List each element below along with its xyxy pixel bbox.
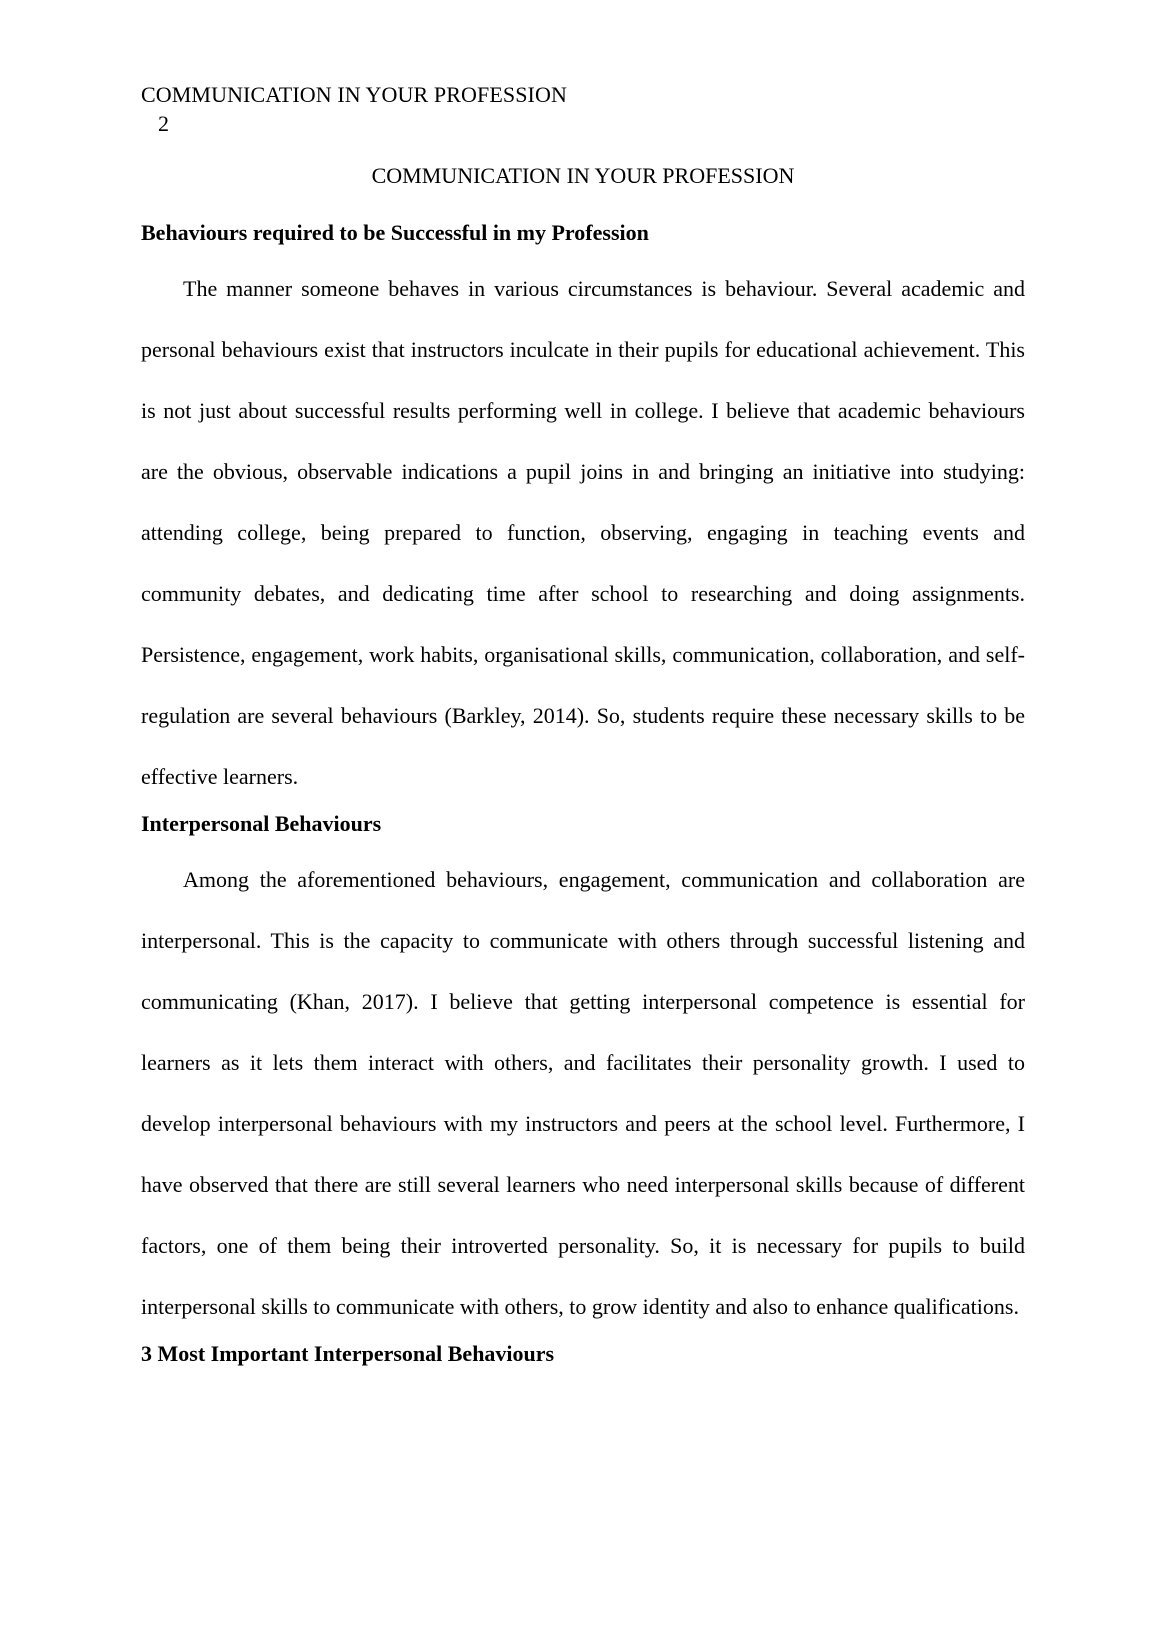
section-heading-interpersonal: Interpersonal Behaviours: [141, 811, 382, 836]
page-number: 2: [158, 111, 169, 136]
section-paragraph-behaviours: The manner someone behaves in various circumstances is behaviour. Several academic and personal behaviours exist that instructors inculcate in their pupils for educational achievement. This is not just about successful results performing well in college. I believe that academic behaviours are the obvious, observable indications a pupil joins in and bringing an initiative into studying: attending college, being prepared to function, observing, engaging in teaching events and community debates, and dedicating time after school to researching and doing assignments. Persistence, engagement, work habits, organisational skills, communication, collaboration, and self-regulation are several behaviours (Barkley, 2014). So, students require these necessary skills to be effective learners.: [141, 276, 1025, 789]
section-heading-most-important: 3 Most Important Interpersonal Behaviours: [141, 1341, 555, 1366]
section-heading-behaviours: Behaviours required to be Successful in my Profession: [141, 220, 649, 245]
document-body: [141, 218, 1025, 1369]
document-title: COMMUNICATION IN YOUR PROFESSION: [371, 163, 795, 188]
section-paragraph-interpersonal: Among the aforementioned behaviours, engagement, communication and collaboration are interpersonal. This is the capacity to communicate with others through successful listening and communicating (Khan, 2017). I believe that getting interpersonal competence is essential for learners as it lets them interact with others, and facilitates their personality growth. I used to develop interpersonal behaviours with my instructors and peers at the school level. Furthermore, I have observed that there are still several learners who need interpersonal skills because of different factors, one of them being their introverted personality. So, it is necessary for pupils to build interpersonal skills to communicate with others, to grow identity and also to enhance qualifications.: [141, 867, 1025, 1319]
running-head: COMMUNICATION IN YOUR PROFESSION: [141, 82, 567, 107]
